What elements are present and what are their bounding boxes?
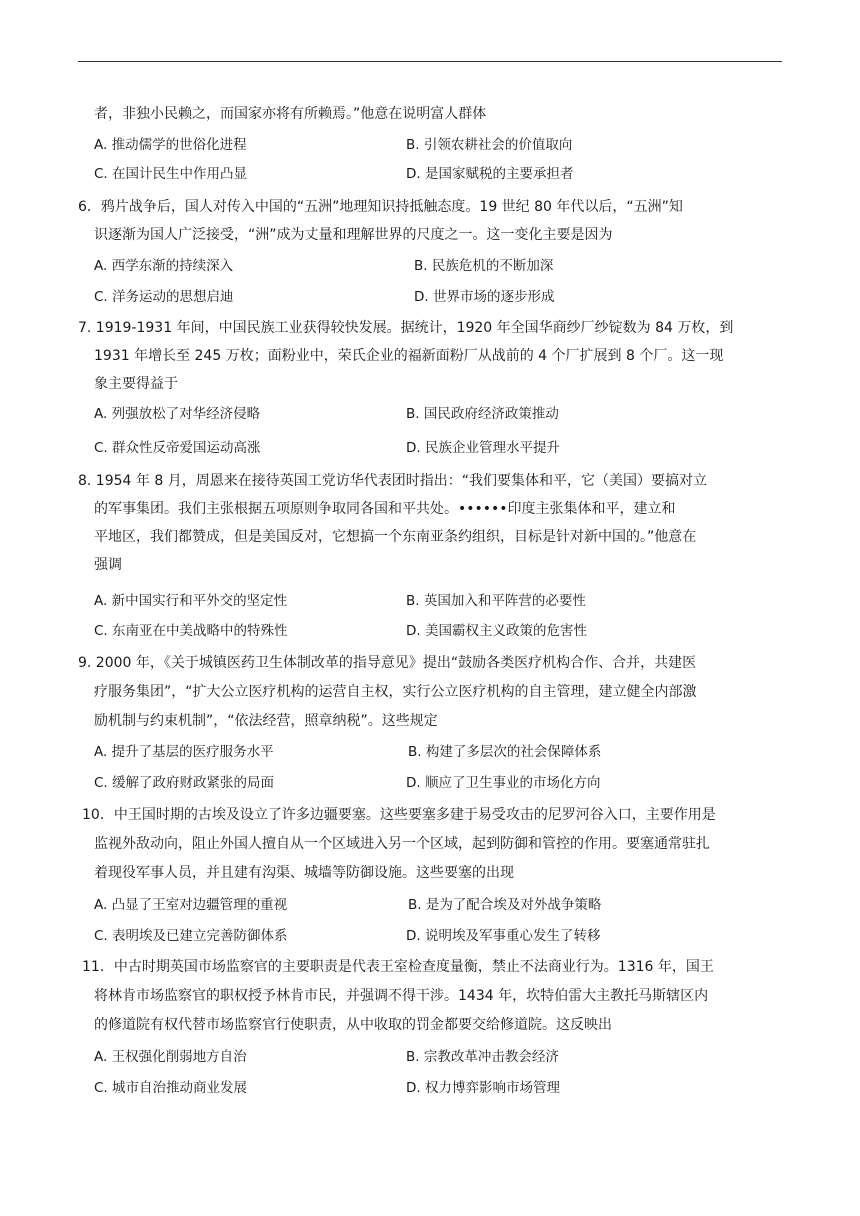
q10-stem-line-2: 监视外敌动向，阻止外国人擅自从一个区域进入另一个区域，起到防御和管控的作用。要塞通常驻扎	[94, 836, 710, 852]
q8-option-c[interactable]: C. 东南亚在中美战略中的特殊性	[94, 623, 288, 639]
header-rule	[78, 61, 782, 62]
q10-option-d[interactable]: D. 说明埃及军事重心发生了转移	[406, 928, 601, 944]
q9-stem-line-3: 励机制与约束机制”，“依法经营，照章纳税”。这些规定	[94, 713, 438, 729]
q5-stem-line: 者，非独小民赖之，而国家亦将有所赖焉。”他意在说明富人群体	[94, 106, 487, 122]
q6-option-c[interactable]: C. 洋务运动的思想启迪	[94, 289, 234, 305]
q5-option-d[interactable]: D. 是国家赋税的主要承担者	[406, 166, 574, 182]
q5-option-a[interactable]: A. 推动儒学的世俗化进程	[94, 137, 247, 153]
q6-stem-line-2: 识逐渐为国人广泛接受，“洲”成为丈量和理解世界的尺度之一。这一变化主要是因为	[94, 227, 613, 243]
q8-stem-line-4: 强调	[94, 557, 122, 573]
q11-stem-line-3: 的修道院有权代替市场监察官行使职责，从中收取的罚金都要交给修道院。这反映出	[94, 1017, 612, 1033]
q6-option-d[interactable]: D. 世界市场的逐步形成	[414, 289, 555, 305]
q8-option-a[interactable]: A. 新中国实行和平外交的坚定性	[94, 593, 288, 609]
q6-stem-line-1: 6．鸦片战争后，国人对传入中国的“五洲”地理知识持抵触态度。19 世纪 80 年代以后，“五洲”知	[78, 199, 683, 215]
q7-stem-line-1: 7. 1919-1931 年间，中国民族工业获得较快发展。据统计，1920 年全国华商纱厂纱锭数为 84 万枚，到	[78, 320, 734, 336]
q11-option-d[interactable]: D. 权力博弈影响市场管理	[406, 1080, 560, 1096]
q10-stem-line-3: 着现役军事人员，并且建有沟渠、城墙等防御设施。这些要塞的出现	[94, 865, 514, 881]
q5-option-c[interactable]: C. 在国计民生中作用凸显	[94, 166, 248, 182]
q11-option-a[interactable]: A. 王权强化削弱地方自治	[94, 1049, 247, 1065]
q9-option-a[interactable]: A. 提升了基层的医疗服务水平	[94, 744, 274, 760]
q10-stem-line-1: 10．中王国时期的古埃及设立了许多边疆要塞。这些要塞多建于易受攻击的尼罗河谷入口，主要作用是	[82, 807, 716, 823]
q6-option-a[interactable]: A. 西学东渐的持续深入	[94, 258, 234, 274]
q7-option-c[interactable]: C. 群众性反帝爱国运动高涨	[94, 440, 261, 456]
q8-stem-line-3: 平地区，我们都赞成，但是美国反对，它想搞一个东南亚条约组织，目标是针对新中国的。”他意在	[94, 529, 697, 545]
q9-stem-line-2: 疗服务集团”，“扩大公立医疗机构的运营自主权，实行公立医疗机构的自主管理，建立健全内部激	[94, 684, 697, 700]
q9-option-c[interactable]: C. 缓解了政府财政紧张的局面	[94, 775, 275, 791]
q10-option-b[interactable]: B. 是为了配合埃及对外战争策略	[408, 897, 602, 913]
q7-option-d[interactable]: D. 民族企业管理水平提升	[406, 440, 560, 456]
q11-stem-line-1: 11．中古时期英国市场监察官的主要职责是代表王室检查度量衡，禁止不法商业行为。1316 年，国王	[82, 959, 714, 975]
q7-option-a[interactable]: A. 列强放松了对华经济侵略	[94, 406, 261, 422]
q9-option-b[interactable]: B. 构建了多层次的社会保障体系	[408, 744, 602, 760]
q8-option-d[interactable]: D. 美国霸权主义政策的危害性	[406, 623, 587, 639]
q9-stem-line-1: 9. 2000 年，《关于城镇医药卫生体制改革的指导意见》提出“鼓励各类医疗机构合作、合并，共建医	[78, 655, 697, 671]
q6-option-b[interactable]: B. 民族危机的不断加深	[414, 258, 554, 274]
q11-stem-line-2: 将林肯市场监察官的职权授予林肯市民，并强调不得干涉。1434 年，坎特伯雷大主教托马斯辖区内	[94, 988, 709, 1004]
q11-option-c[interactable]: C. 城市自治推动商业发展	[94, 1080, 248, 1096]
q9-option-d[interactable]: D. 顺应了卫生事业的市场化方向	[406, 775, 601, 791]
q8-stem-line-1: 8. 1954 年 8 月，周恩来在接待英国工党访华代表团时指出：“我们要集体和平，它（美国）要搞对立	[78, 473, 707, 489]
q7-option-b[interactable]: B. 国民政府经济政策推动	[406, 406, 559, 422]
q10-option-c[interactable]: C. 表明埃及已建立完善防御体系	[94, 928, 288, 944]
q10-option-a[interactable]: A. 凸显了王室对边疆管理的重视	[94, 897, 288, 913]
q11-option-b[interactable]: B. 宗教改革冲击教会经济	[406, 1049, 559, 1065]
q7-stem-line-3: 象主要得益于	[94, 376, 178, 392]
q5-option-b[interactable]: B. 引领农耕社会的价值取向	[406, 137, 573, 153]
q8-stem-line-2: 的军事集团。我们主张根据五项原则争取同各国和平共处。••••••印度主张集体和平，建立和	[94, 501, 676, 517]
q8-option-b[interactable]: B. 英国加入和平阵营的必要性	[406, 593, 586, 609]
q7-stem-line-2: 1931 年增长至 245 万枚；面粉业中，荣氏企业的福新面粉厂从战前的 4 个厂扩展到 8 个厂。这一现	[94, 348, 724, 364]
